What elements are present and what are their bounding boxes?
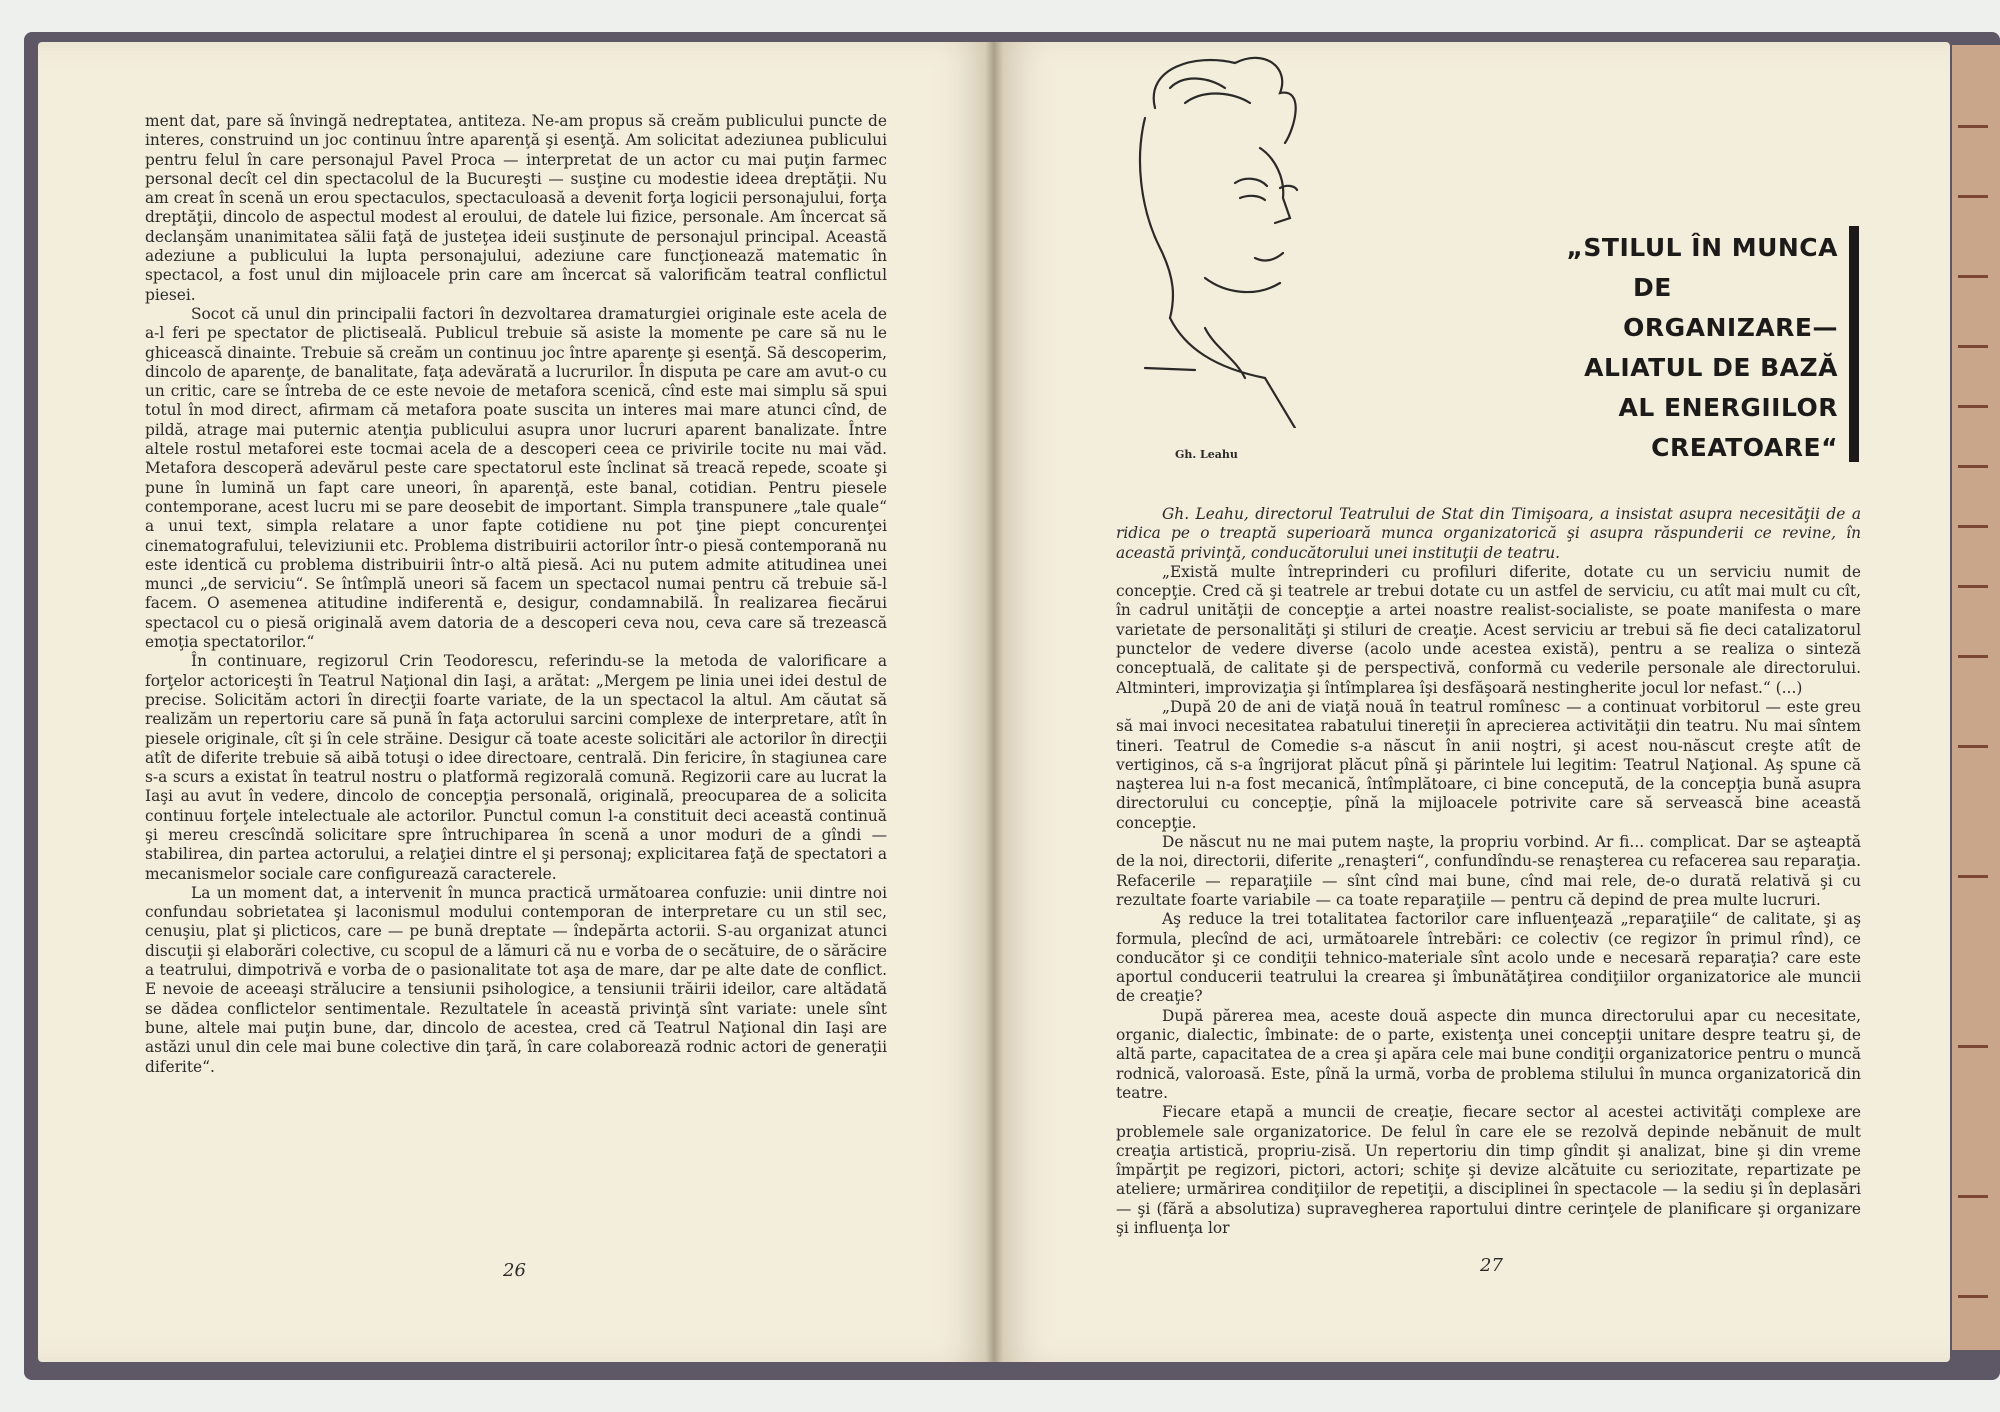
paragraph: Fiecare etapă a muncii de creaţie, fiecare sector al acestei activităţi complexe are problemele sale organizatorice. De felul în care ele se rezolvă depinde nebănuit de mult creaţia artistică, propriu-zisă. Un repertoriu din timp gîndit şi analizat, bine şi din vreme împărţit pe regizori, pictori, actori; schiţe şi devize alcătuite cu seriozitate, repartizate pe ateliere; urmărirea condiţiilor de repetiţii, a disciplinei în spectacole — la sediu şi în deplasări — şi (fără a absolutiza) supravegherea raportului dintre cerinţele de planificare şi organizare şi influenţa lor — [1116, 1103, 1861, 1237]
left-page-text — [145, 112, 887, 1077]
page-number-left: 26 — [503, 1260, 526, 1281]
right-page-text — [1116, 505, 1861, 1238]
title-line: ORGANIZARE— — [1623, 313, 1838, 342]
title-line: „STILUL ÎN MUNCA — [1566, 233, 1838, 262]
title-line: DE — [1633, 273, 1672, 302]
title-bar — [1849, 226, 1859, 462]
page-edge-tabs — [1952, 45, 2000, 1350]
paragraph: „După 20 de ani de viaţă nouă în teatrul romînesc — a continuat vorbitorul — este greu să mai invoci necesitatea rabatului tinereţii în aprecierea activităţii din teatru. Nu mai sîntem tineri. Teatrul de Comedie s-a născut în anii noştri, şi acest nou-născut creşte atît de vertiginos, că s-a îngrijorat plăcut pînă şi părintele lui legitim: Teatrul Naţional. Aş spune că naşterea lui n-a fost mecanică, întîmplătoare, ci bine concepută, de la concepţia bună asupra directorului cu concepţie, pînă la mijloacele potrivite care să servească bine această concepţie. — [1116, 697, 1861, 832]
title-line: AL ENERGIILOR — [1618, 393, 1838, 422]
portrait-caption: Gh. Leahu — [1175, 448, 1238, 461]
paragraph: După părerea mea, aceste două aspecte din munca directorului apar cu necesitate, organic, dialectic, îmbinate: de o parte, existenţa unei concepţii unitare despre teatru şi, de altă parte, capacitatea de a crea şi apăra cele mai bune condiţii organizatorice pentru o muncă rodnică, valoroasă. Este, pînă la urmă, vorba de problema stilului în munca organizatorică din teatre. — [1116, 1006, 1861, 1102]
title-line: ALIATUL DE BAZĂ — [1584, 353, 1838, 382]
page-number-right: 27 — [1480, 1255, 1503, 1276]
paragraph: De născut nu ne mai putem naşte, la propriu vorbind. Ar fi... complicat. Dar se aşteaptă de la noi, directorii, diferite „renaşteri“, confundîndu-se renaşterea cu refacerea sau reparaţia. Refacerile — reparaţiile — sînt cînd mai bune, cînd mai rele, de-o durată relativă şi cu rezultate foarte variabile — ca toate reparaţiile — pentru că depind de prea multe lucruri. — [1116, 833, 1861, 909]
portrait-sketch — [1115, 48, 1355, 428]
paragraph: „Există multe întreprinderi cu profiluri diferite, dotate cu un serviciu numit de concepţie. Cred că şi teatrele ar trebui dotate cu un astfel de serviciu, cu atît mai mult cu cît, în cadrul unităţii de concepţie a artei noastre realist-socialiste, se poate manifesta o mare varietate de personalităţi şi stiluri de creaţie. Acest serviciu ar trebui să fie deci catalizatorul punctelor de vedere diverse (acolo unde acestea există), pentru a se realiza o sinteză conceptuală, de calitate şi de perspectivă, conformă cu vederile personale ale directorului. Altminteri, improvizaţia şi întîmplarea îşi desfăşoară nestingherite jocul lor nefast.“ (...) — [1116, 562, 1861, 697]
paragraph: La un moment dat, a intervenit în munca practică următoarea confuzie: unii dintre noi confundau sobrietatea şi laconismul modului contemporan de interpretare cu un stil sec, cenuşiu, plat şi plicticos, care — pe bună dreptate — îndepărta actorii. S-au organizat atunci discuţii şi elaborări colective, cu scopul de a lămuri că nu e vorba de o secătuire, de o sărăcire a teatrului, dimpotrivă e vorba de o pasionalitate tot aşa de mare, dar pe alte date de conflict. E nevoie de aceeaşi strălucire a tensiunii psihologice, a tensiunii trăirii ideilor, care altădată se dădea conflictelor sentimentale. Rezultatele în această privinţă sînt variate: unele sînt bune, altele mai puţin bune, dar, dincolo de acestea, cred că Teatrul Naţional din Iaşi are astăzi unul din cele mai bune colective din ţară, în care colaborează rodnic actori de generaţii diferite“. — [145, 883, 887, 1076]
article-title — [1538, 228, 1838, 468]
book-gutter — [985, 42, 1003, 1362]
paragraph: Socot că unul din principalii factori în dezvoltarea dramaturgiei originale este acela de a-l feri pe spectator de plictiseală. Publicul trebuie să asiste la momente pe care să nu le ghicească dinainte. Trebuie să creăm un continuu joc între aparenţe şi esenţă. Să descoperim, dincolo de aparenţe, de banalitate, faţa adevărată a lucrurilor. În disputa pe care am avut-o cu un critic, care se întreba de ce este nevoie de metafora scenică, cînd este mai simplu să spui totul în mod direct, afirmam că metafora poate suscita un interes mai mare atunci cînd, de pildă, atrage mai puternic atenţia publicului asupra unor lucruri aparent banalizate. Între altele rostul metaforei este tocmai acela de a descoperi ceea ce privirile tocite nu mai văd. Metafora descoperă adevărul peste care spectatorul este înclinat să treacă repede, scoate şi pune în lumină un fapt care uneori, în aparenţă, este banal, cotidian. Pentru piesele contemporane, acest lucru mi se pare deosebit de important. Simpla transpunere „tale quale“ a unui text, simpla relatare a unor fapte cotidiene nu pot ţine piept concurenţei cinematografului, televiziunii etc. Problema distribuirii actorilor într-o piesă contemporană nu este identică cu problema distribuirii într-o altă piesă. Aci nu putem admite atitudinea unei munci „de serviciu“. Se întîmplă uneori să facem un spectacol numai pentru că trebuie să-l facem. O asemenea atitudine indiferentă e, desigur, condamnabilă. În realizarea fiecărui spectacol cu o piesă originală avem datoria de a descoperi ceva nou, ceva care să trezească emoţia spectatorilor.“ — [145, 304, 887, 652]
paragraph: Aş reduce la trei totalitatea factorilor care influenţează „reparaţiile“ de calitate, şi aş formula, plecînd de aci, următoarele întrebări: ce colectiv (ce regizor în primul rînd), ce conducător şi ce condiţii tehnico-materiale sînt acolo unde e necesară reparaţia? care este aportul conducerii teatrului la crearea şi îmbunătăţirea condiţiilor organizatorice ale muncii de creaţie? — [1116, 910, 1861, 1006]
paragraph: Gh. Leahu, directorul Teatrului de Stat din Timişoara, a insistat asupra necesităţii de a ridica pe o treaptă superioară munca organizatorică şi asupra răspunderii ce revine, în această privinţă, conducătorului unei instituţii de teatru. — [1116, 505, 1861, 562]
paragraph: În continuare, regizorul Crin Teodorescu, referindu-se la metoda de valorificare a forţelor actoriceşti în Teatrul Naţional din Iaşi, a arătat: „Mergem pe linia unei idei destul de precise. Solicităm actori în direcţii foarte variate, de la un spectacol la altul. Am căutat să realizăm un repertoriu care să pună în faţa actorului sarcini complexe de interpretare, atît în piesele originale, cît şi în cele străine. Desigur că toate aceste solicitări ale actorilor în direcţii atît de diferite trebuie să aibă totuşi o idee directoare, centrală. Din fericire, în stagiunea care s-a scurs a existat în teatrul nostru o platformă regizorală comună. Regizorii care au lucrat la Iaşi au avut în vedere, dincolo de concepţia personală, originală, preocuparea de a solicita continuu forţele intelectuale ale actorilor. Punctul comun l-a constituit deci această continuă şi mereu crescîndă solicitare spre întruchiparea în scenă a unor moduri de a gîndi — stabilirea, din partea actorului, a relaţiei dintre el şi personaj; explicitarea faţă de spectatori a mecanismelor sociale care configurează caracterele. — [145, 652, 887, 883]
paragraph: ment dat, pare să învingă nedreptatea, antiteza. Ne-am propus să creăm publicului puncte de interes, construind un joc continuu între aparenţă şi esenţă. Am solicitat adeziunea publicului pentru felul în care personajul Pavel Proca — interpretat de un actor cu mai puţin farmec personal decît cel din spectacolul de la Bucureşti — susţine cu modestie ideea dreptăţii. Nu am creat în scenă un erou spectaculos, spectaculoasă a devenit forţa logicii personajului, forţa dreptăţii, dincolo de aspectul modest al eroului, de datele lui fizice, personale. Am încercat să declanşăm unanimitatea sălii faţă de justeţea ideii susţinute de personajul principal. Această adeziune a publicului la lupta personajului, adeziune care funcţionează matematic în spectacol, a fost unul din mijloacele prin care am încercat să valorificăm teatral conflictul piesei. — [145, 112, 887, 304]
title-line: CREATOARE“ — [1651, 433, 1838, 462]
